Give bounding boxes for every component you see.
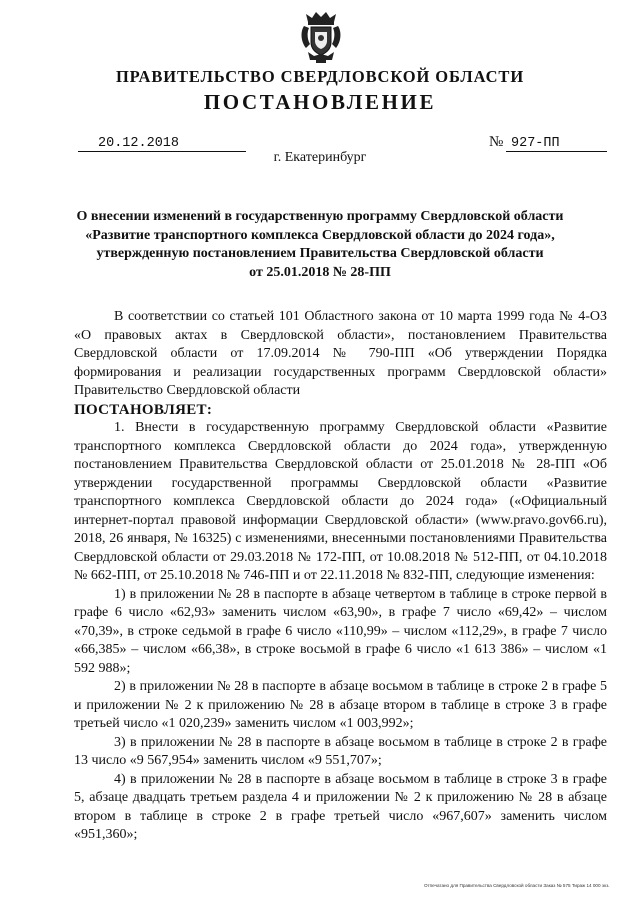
paragraph-1: 1. Внести в государственную программу Свердловской области «Развитие транспортного комплекса Свердловской области до 2024 года», утвержденную постановлением Правительства Свердловской области от 25.01.2018 № 28-ПП «Об утверждении государственной программы Свердловской области «Развитие транспортного комплекса Свердловской области до 2024 года» («Официальный интернет-портал правовой информации Свердловской области» (www.pravo.gov66.ru), 2018, 26 января, № 16325) с изменениями, внесенными постановлениями Правительства Свердловской области от 29.03.2018 № 172-ПП, от 10.08.2018 № 512-ПП, от 04.10.2018 № 662-ПП, от 25.10.2018 № 746-ПП и от 22.11.2018 № 832-ПП, следующие изменения:: [74, 420, 607, 583]
subject-line: от 25.01.2018 № 28-ПП: [249, 264, 391, 280]
document-type: ПОСТАНОВЛЕНИЕ: [203, 90, 437, 114]
number-label: №: [489, 134, 504, 150]
item-3: 3) в приложении № 28 в паспорте в абзаце восьмом в таблице в строке 2 в графе 13 число «9 567,954» заменить числом «9 551,707»;: [74, 734, 607, 768]
document-body: [74, 308, 607, 845]
subject-line: «Развитие транспортного комплекса Свердловской области до 2024 года»,: [85, 227, 555, 243]
government-title: ПРАВИТЕЛЬСТВО СВЕРДЛОВСКОЙ ОБЛАСТИ: [115, 67, 525, 86]
coat-of-arms-icon: [298, 8, 344, 64]
subject-line: О внесении изменений в государственную программу Свердловской области: [76, 209, 564, 224]
item-4: 4) в приложении № 28 в паспорте в абзаце восьмом в таблице в строке 3 в графе 5, абзаце двадцать третьем раздела 4 и приложении № 2 к приложению № 28 в абзаце втором в таблице в строке 2 в графе третьей число «967,607» заменить числом «951,360»;: [74, 771, 607, 842]
subject-line: утвержденную постановлением Правительства Свердловской области: [96, 246, 544, 262]
document-date: 20.12.2018: [78, 137, 246, 152]
preamble-paragraph: В соответствии со статьей 101 Областного закона от 10 марта 1999 года № 4-ОЗ «О правовых актах в Свердловской области», постановлением Правительства Свердловской области от 17.09.2014 № 790-ПП «Об утверждении Порядка формирования и реализации государственных программ Свердловской области» Правительство Свердловской области: [74, 309, 607, 398]
document-number: 927-ПП: [506, 137, 607, 152]
item-2: 2) в приложении № 28 в паспорте в абзаце восьмом в таблице в строке 2 в графе 5 и приложении № 2 к приложению № 28 в абзаце втором в таблице в строке 3 в графе третьей число «1 020,239» заменить числом «1 003,992»;: [74, 679, 607, 731]
city: г. Екатеринбург: [273, 150, 367, 165]
item-1: 1) в приложении № 28 в паспорте в абзаце четвертом в таблице в строке первой в графе 6 число «62,93» заменить числом «63,90», в графе 7 число «69,42» – числом «70,39», в строке седьмой в графе 6 число «110,99» – числом «112,29», в графе 7 число «66,385» – числом «66,38», в строке восьмой в графе 6 число «1 613 386» – числом «1 592 988»;: [74, 586, 607, 676]
print-note: Отпечатано для Правительства Свердловской области Заказ № 575 Тираж 14 000 экз.: [424, 883, 610, 888]
decree-heading: ПОСТАНОВЛЯЕТ:: [74, 401, 213, 418]
document-subject: [40, 208, 600, 282]
